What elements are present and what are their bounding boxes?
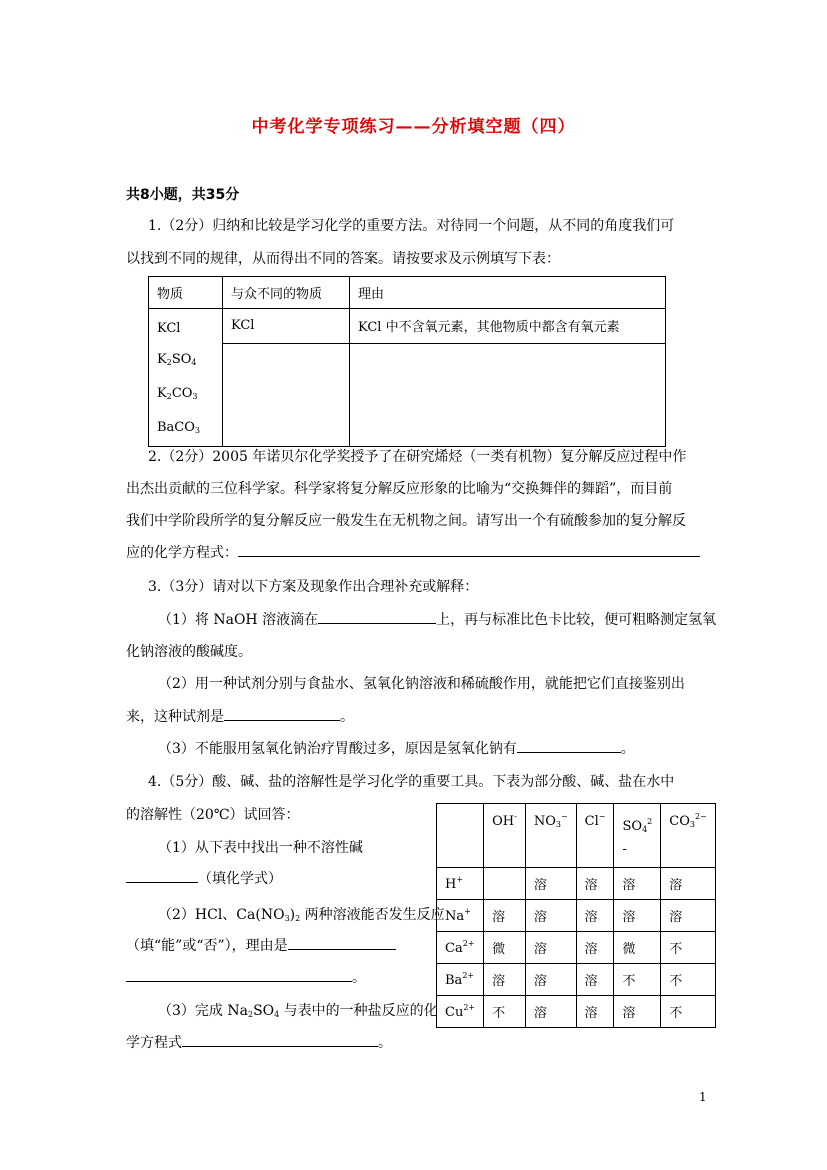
cell: 溶: [576, 964, 614, 996]
row-h: [437, 868, 716, 900]
cell: 溶: [484, 964, 526, 996]
q1-example-answer: KCl: [223, 309, 350, 344]
q2-line4: [126, 542, 700, 562]
anion-co3: $CO_3^{2-}$: [661, 804, 716, 868]
q1-line2: 以找到不同的规律，从而得出不同的答案。请按要求及示例填写下表：: [126, 251, 560, 267]
q1-substance-list: [149, 309, 223, 447]
q1-example-reason: KCl 中不含氧元素，其他物质中都含有氧元素: [350, 309, 666, 344]
cell: 溶: [525, 900, 576, 932]
q4-p3-blank[interactable]: [182, 1032, 378, 1047]
row-na: [437, 900, 716, 932]
page-title: 中考化学专项练习——分析填空题（四）: [251, 117, 576, 137]
cell: 不: [661, 932, 716, 964]
cell: 溶: [614, 868, 661, 900]
cell: 溶: [525, 868, 576, 900]
q4-line1: 4.（5分）酸、碱、盐的溶解性是学习化学的重要工具。下表为部分酸、碱、盐在水中: [148, 774, 675, 790]
q3-p1-text: （1）将 NaOH 溶液滴在: [158, 612, 319, 628]
cation-ba: $Ba^{2+}$: [437, 964, 484, 996]
q3-p2-line: （2）用一种试剂分别与食盐水、氢氧化钠溶液和稀硫酸作用，就能把它们直接鉴别出: [158, 676, 685, 692]
q4-line2: 的溶解性（20℃）试回答：: [126, 807, 300, 823]
cell: 微: [484, 932, 526, 964]
q3-p3-blank[interactable]: [517, 738, 621, 753]
q1-header-reason: 理由: [350, 277, 666, 309]
q4-p3-end: 。: [378, 1035, 392, 1051]
cell: 不: [614, 964, 661, 996]
q4-p3-cont: [126, 1032, 392, 1052]
cell: 溶: [525, 964, 576, 996]
substance-k2so4: $K_2SO_4$: [157, 352, 197, 367]
cell: 溶: [614, 900, 661, 932]
q3-p1-text-b: 上，再与标准比色卡比较，便可粗略测定氢氧: [436, 612, 717, 628]
q3-p2-cont: [126, 706, 354, 726]
q3-p1-blank[interactable]: [318, 609, 436, 624]
row-ba: [437, 964, 716, 996]
anion-no3: $NO_3^-$: [525, 804, 576, 868]
q1-header-different: 与众不同的物质: [223, 277, 350, 309]
q4-p3-text: 学方程式: [126, 1035, 182, 1051]
substance-baco3: BaCO$_3$: [157, 420, 201, 435]
q3-p2-blank[interactable]: [224, 706, 340, 721]
q3-intro: 3.（3分）请对以下方案及现象作出合理补充或解释：: [148, 579, 479, 595]
q4-p1-answer: [126, 868, 282, 888]
q2-prompt: 应的化学方程式：: [126, 545, 238, 561]
substance-kcl: KCl: [157, 321, 181, 336]
cation-h: H+: [437, 868, 484, 900]
q1-answer-cell[interactable]: [223, 343, 350, 447]
q4-p2-end: 。: [352, 970, 366, 986]
q1-header-substance: 物质: [149, 277, 223, 309]
q4-p1-blank[interactable]: [126, 868, 198, 883]
cell: 溶: [484, 900, 526, 932]
cell: 溶: [614, 996, 661, 1028]
cell: 溶: [525, 932, 576, 964]
q3-p3-line: [158, 738, 635, 758]
q4-p1-tail: （填化学式）: [198, 871, 282, 887]
anion-so4: $SO_4^2$ -: [614, 804, 661, 868]
cell: 微: [614, 932, 661, 964]
q3-p1-cont: 化钠溶液的酸碱度。: [126, 644, 252, 660]
q3-p2-end: 。: [340, 709, 354, 725]
solubility-table: [436, 803, 716, 1028]
q4-p3-line: （3）完成 $Na_2SO_4$ 与表中的一种盐反应的化: [158, 1003, 438, 1019]
cation-cu: $Cu^{2+}$: [437, 996, 484, 1028]
substance-k2co3: $K_2CO_3$: [157, 386, 198, 401]
cell: 溶: [576, 868, 614, 900]
q1-table: [148, 276, 666, 447]
cell: [484, 868, 526, 900]
q2-line2: 出杰出贡献的三位科学家。科学家将复分解反应形象的比喻为“交换舞伴的舞蹈”，而目前: [126, 481, 673, 497]
q3-p3-text: （3）不能服用氢氧化钠治疗胃酸过多，原因是氢氧化钠有: [158, 741, 517, 757]
cell: 溶: [661, 868, 716, 900]
q3-p1-line: [158, 609, 716, 629]
q2-line3: 我们中学阶段所学的复分解反应一般发生在无机物之间。请写出一个有硫酸参加的复分解反: [126, 513, 686, 529]
q4-p2-blank1[interactable]: [288, 935, 396, 950]
cation-ca: $Ca^{2+}$: [437, 932, 484, 964]
q1-line1: 1.（2分）归纳和比较是学习化学的重要方法。对待同一个问题，从不同的角度我们可: [148, 218, 675, 234]
corner-cell: [437, 804, 484, 868]
row-cu: [437, 996, 716, 1028]
cell: 溶: [661, 900, 716, 932]
cell: 不: [661, 964, 716, 996]
q2-line1: 2.（2分）2005 年诺贝尔化学奖授予了在研究烯烃（一类有机物）复分解反应过程中作: [148, 449, 687, 465]
summary: 共8小题，共35分: [126, 187, 240, 203]
cell: 不: [661, 996, 716, 1028]
q4-p2-cont2: [126, 967, 366, 987]
anion-cl: Cl−: [576, 804, 614, 868]
cell: 不: [484, 996, 526, 1028]
cell: 溶: [576, 900, 614, 932]
cell: 溶: [525, 996, 576, 1028]
q1-reason-cell[interactable]: [350, 343, 666, 447]
q4-p2-blank2[interactable]: [126, 967, 352, 982]
cell: 溶: [576, 932, 614, 964]
q4-p2-cont: [126, 935, 396, 955]
cation-na: Na+: [437, 900, 484, 932]
anion-oh: OH-: [484, 804, 526, 868]
q4-p1: （1）从下表中找出一种不溶性碱: [158, 840, 363, 856]
q4-p2-line: （2）HCl、$Ca(NO_3)_2$ 两种溶液能否发生反应: [158, 907, 445, 923]
q2-answer-blank[interactable]: [238, 542, 700, 557]
page-number: 1: [699, 1090, 707, 1104]
q3-p3-end: 。: [620, 741, 635, 757]
cell: 溶: [576, 996, 614, 1028]
q4-p2-text: （填“能”或“否”），理由是: [126, 938, 288, 954]
row-ca: [437, 932, 716, 964]
q3-p2-text: 来，这种试剂是: [126, 709, 224, 725]
